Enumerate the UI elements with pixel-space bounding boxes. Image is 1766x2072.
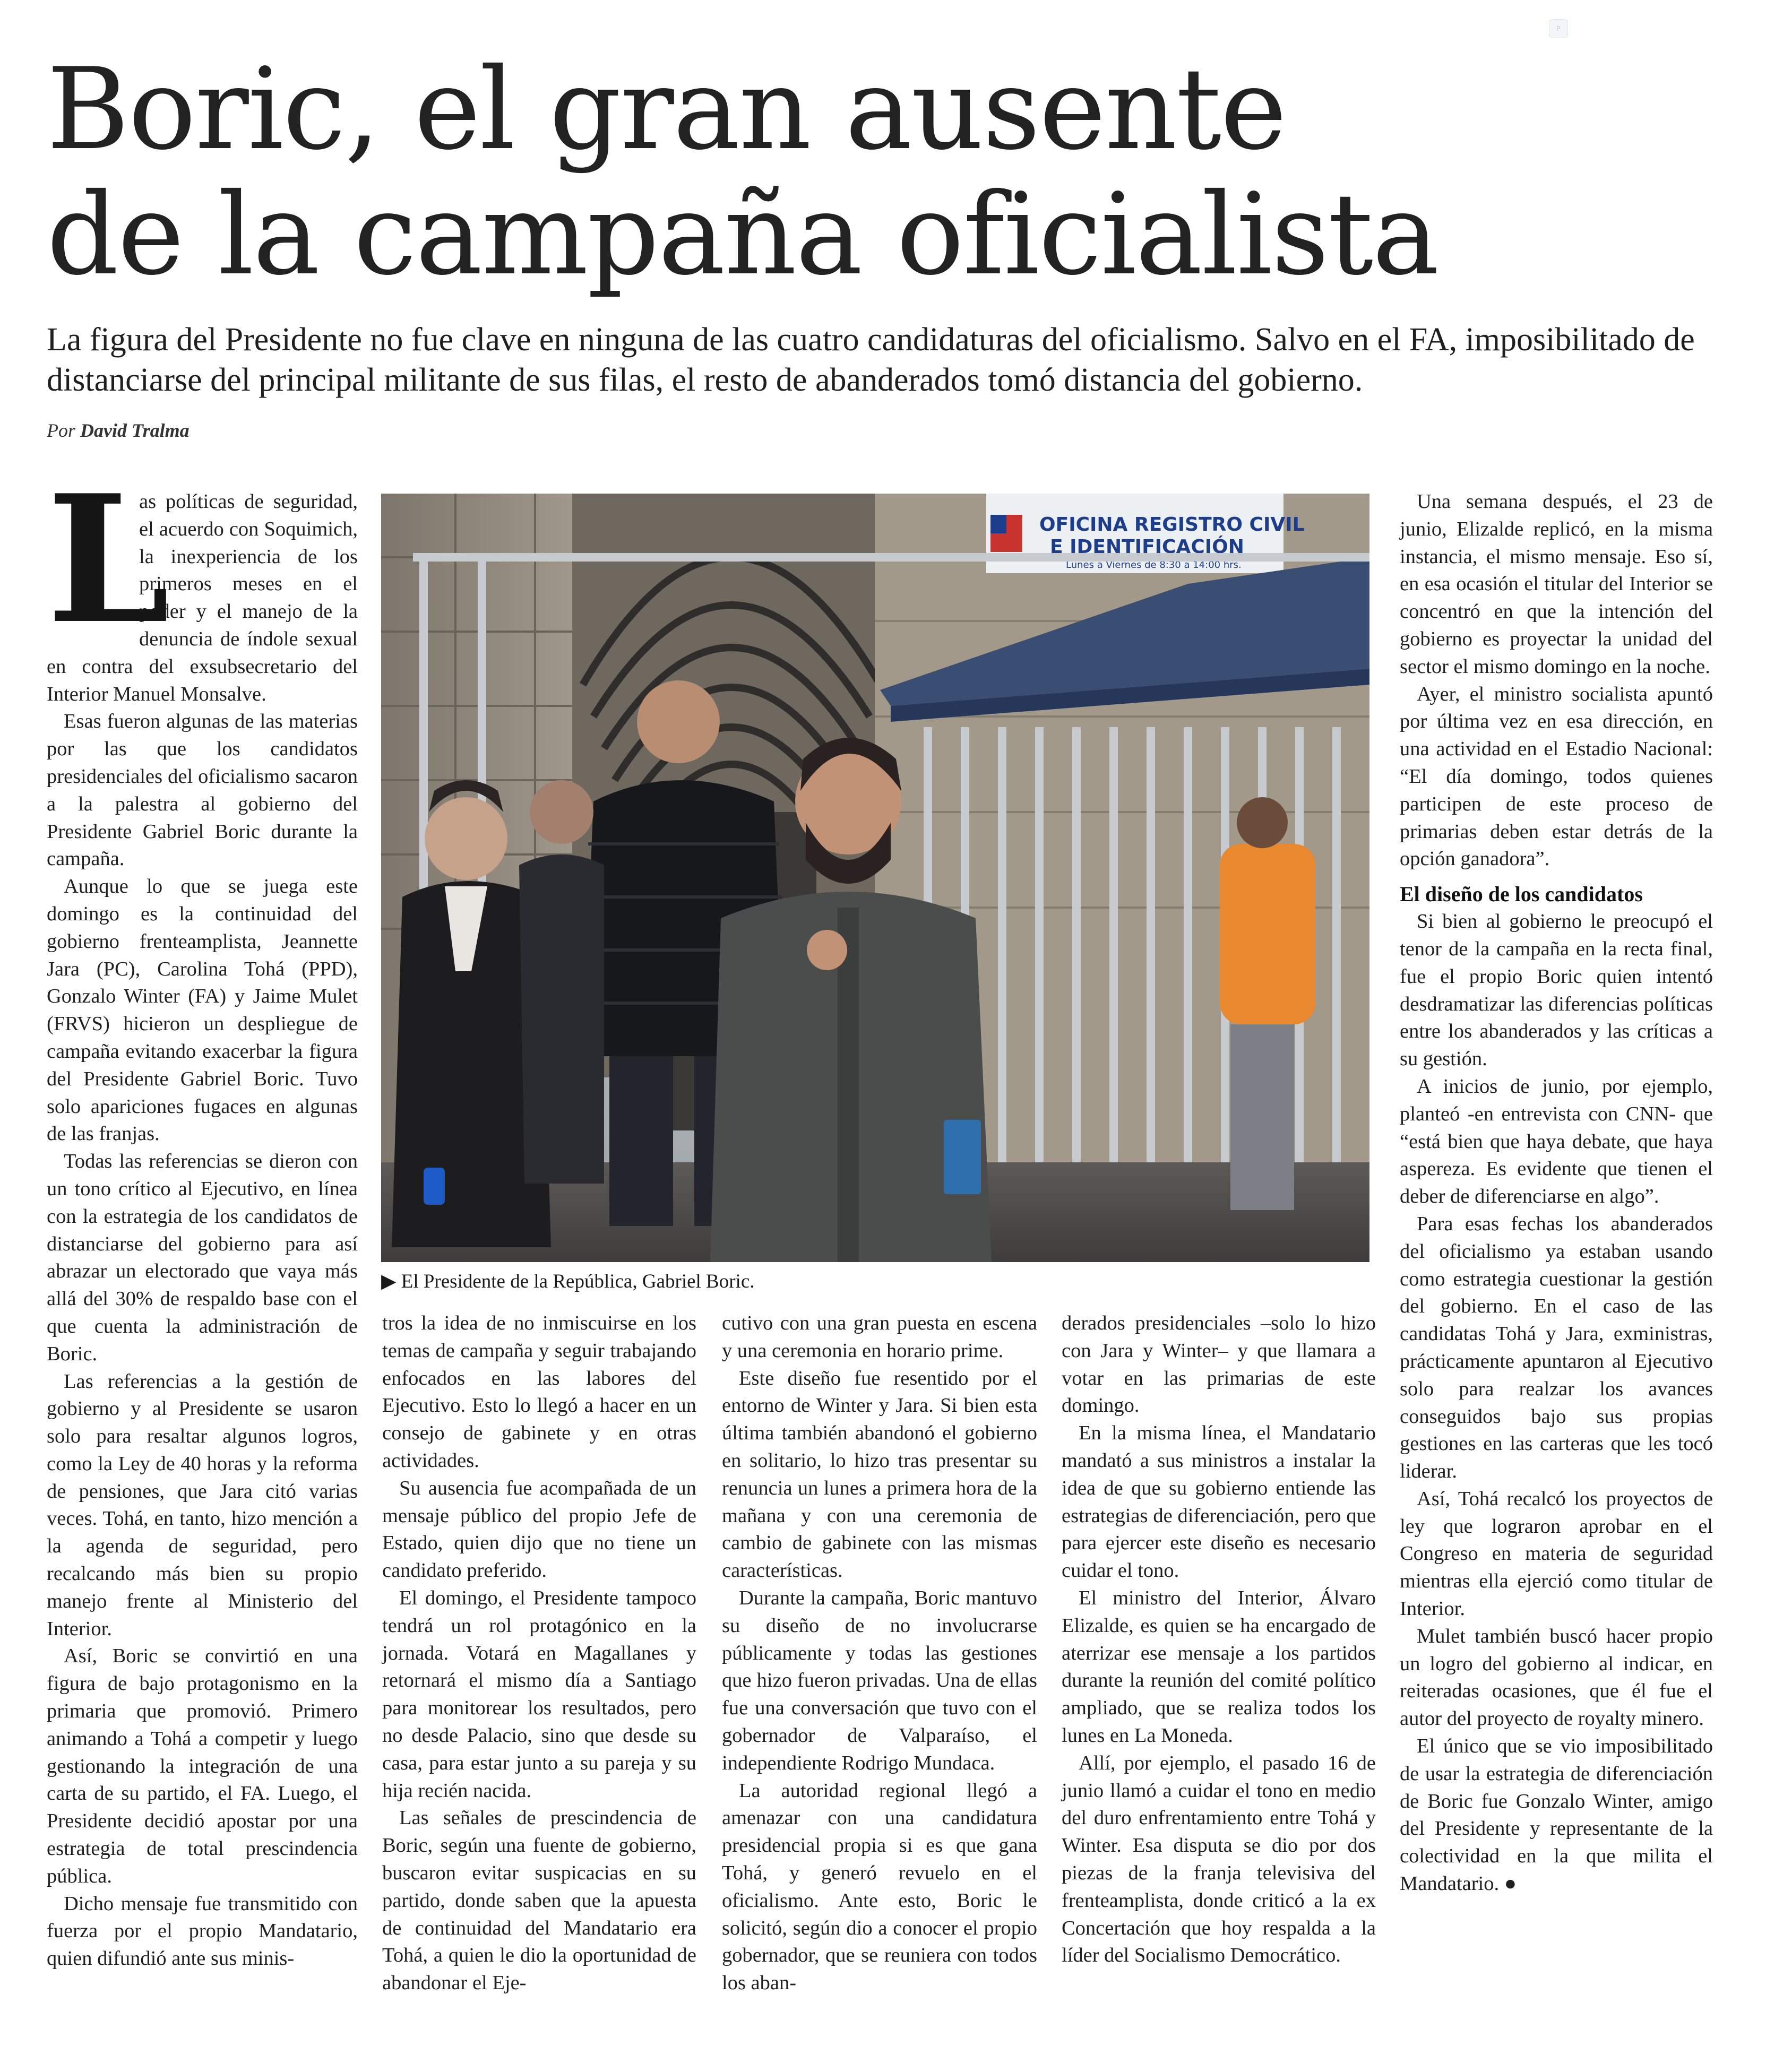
paragraph: cutivo con una gran puesta en escena y una ceremonia en horario prime. <box>722 1312 1037 1362</box>
paragraph: Así, Boric se convirtió en una figura de bajo protagonismo en la primaria que promovió. Primero animando a Tohá a competir y luego gestionando la integración de una carta de su partido, el FA. Luego, el Presidente decidió apostar por una estrategia de total prescindencia pública. <box>47 1645 358 1887</box>
paragraph: Ayer, el ministro socialista apuntó por última vez en esa dirección, en una actividad en el Estadio Nacional: “El día domingo, todos quienes participen de este proceso de primarias deben estar detrás de la opción ganadora”. <box>1400 683 1713 870</box>
sign-text-3: Lunes a Viernes de 8:30 a 14:00 hrs. <box>1066 559 1242 571</box>
byline-prefix: Por <box>47 420 75 441</box>
deck: La figura del Presidente no fue clave en ninguna de las cuatro candidaturas del oficialismo. Salvo en el FA, imposibilitado de distanciarse del principal militante de sus filas, el resto de abanderados tomó distancia del gobierno. <box>47 322 1695 398</box>
paragraph: El domingo, el Presidente tampoco tendrá un rol protagónico en la jornada. Votará en Magallanes y retornará el mismo día a Santiago para monitorear los resultados, pero no desde Palacio, sino que desde su casa, para estar junto a su pareja y su hija recién nacida. <box>382 1586 696 1802</box>
section-subhead: El diseño de los candidatos <box>1400 882 1643 906</box>
paragraph: as políticas de seguridad, el acuerdo con Soquimich, la inexperiencia de los primeros meses en el poder y el manejo de la denuncia de índole sexual en contra del exsubsecretario del Interior Manuel Monsalve. <box>47 490 358 705</box>
paragraph: Para esas fechas los abanderados del oficialismo ya estaban usando como estrategia cuestionar la gestión del gobierno. En el caso de las candidatas Tohá y Jara, exministras, prácticamente apuntaron al Ejecutivo solo para realzar los avances conseguidos bajo sus propias gestiones en las carteras que les tocó liderar. <box>1400 1212 1713 1483</box>
paragraph <box>1400 1733 1713 1898</box>
paragraph: Mulet también buscó hacer propio un logro del gobierno al indicar, en reiteradas ocasiones, que él fue el autor del proyecto de royalty minero. <box>1400 1625 1713 1730</box>
paragraph: Dicho mensaje fue transmitido con fuerza por el propio Mandatario, quien difundió ante sus minis- <box>47 1892 358 1970</box>
paragraph: Aunque lo que se juega este domingo es la continuidad del gobierno frenteamplista, Jeannette Jara (PC), Carolina Tohá (PPD), Gonzalo Winter (FA) y Jaime Mulet (FRVS) hicieron un despliegue de campaña evitando exacerbar la figura del Presidente Gabriel Boric. Tuvo solo apariciones fugaces en algunas de las franjas. <box>47 875 358 1145</box>
headline <box>47 44 1639 300</box>
article-column-1 <box>47 456 358 1973</box>
paragraph: Así, Tohá recalcó los proyectos de ley que lograron aprobar en el Congreso en materia de seguridad mientras ella ejerció como titular de Interior. <box>1400 1487 1713 1620</box>
paragraph: Si bien al gobierno le preocupó el tenor de la campaña en la recta final, fue el propio Boric quien intentó desdramatizar las diferencias políticas entre los abanderados y las críticas a su gestión. <box>1400 910 1713 1070</box>
end-mark: ● <box>1504 1872 1517 1895</box>
paragraph: Allí, por ejemplo, el pasado 16 de junio llamó a cuidar el tono en medio del duro enfrentamiento entre Tohá y Winter. Esa disputa se dio por dos piezas de la franja televisiva del frenteamplista, donde criticó a la ex Concertación que hoy respalda a la líder del Socialismo Democrático. <box>1062 1751 1376 1967</box>
paragraph: A inicios de junio, por ejemplo, planteó -en entrevista con CNN- que “está bien que haya debate, que haya aspereza. Es evidente que tienen el deber de diferenciarse en algo”. <box>1400 1075 1713 1208</box>
article-column-5 <box>1400 488 1713 1898</box>
paragraph: Una semana después, el 23 de junio, Elizalde replicó, en la misma instancia, el mismo mensaje. Eso sí, en esa ocasión el titular del Interior se concentró en que la intención del gobierno es proyectar la unidad del sector el mismo domingo en la noche. <box>1400 490 1713 678</box>
paragraph: Este diseño fue resentido por el entorno de Winter y Jara. Si bien esta última también abandonó el gobierno en solitario, lo hizo tras presentar su renuncia un lunes a primera hora de la mañana y con una ceremonia de cambio de gabinete con las mismas características. <box>722 1367 1037 1582</box>
paragraph: Las referencias a la gestión de gobierno y al Presidente se usaron solo para resaltar algunos logros, como la Ley de 40 horas y la reforma de pensiones, que Jara citó varias veces. Tohá, en tanto, hizo mención a la agenda de seguridad, pero recalcando más bien su propio manejo frente al Ministerio del Interior. <box>47 1370 358 1640</box>
paragraph: tros la idea de no inmiscuirse en los temas de campaña y seguir trabajando enfocados en las labores del Ejecutivo. Esto lo llegó a hacer en un consejo de gabinete y en otras actividades. <box>382 1312 696 1472</box>
caption-marker: ▶ <box>381 1271 397 1292</box>
paragraph: Las señales de prescindencia de Boric, según una fuente de gobierno, buscaron evitar suspicacias en su partido, donde saben que la apuesta de continuidad del Mandatario era Tohá, a quien le dio la oportunidad de abandonar el Eje- <box>382 1807 696 1995</box>
paragraph: Todas las referencias se dieron con un tono crítico al Ejecutivo, en línea con la estrategia de los candidatos de distanciarse del gobierno para así abrazar un electorado que vaya más allá del 30% de respaldo base con el que cuenta la administración de Boric. <box>47 1150 358 1365</box>
paragraph: Su ausencia fue acompañada de un mensaje público del propio Jefe de Estado, quien dijo que no tiene un candidato preferido. <box>382 1477 696 1582</box>
article-column-4 <box>1062 1310 1376 1970</box>
photo-illustration <box>381 494 1369 1262</box>
dropcap: L <box>47 456 170 662</box>
headline-line-1: Boric, el gran ausente <box>47 44 1286 175</box>
paragraph-text: El único que se vio imposibilitado de usar la estrategia de diferenciación de Boric fue Gonzalo Winter, amigo del Presidente y representante de la colectividad en la que milita el Mandatario. <box>1400 1735 1713 1895</box>
paragraph: derados presidenciales –solo lo hizo con Jara y Winter– y que llamara a votar en las primarias de este domingo. <box>1062 1312 1376 1417</box>
sign-text-1: OFICINA REGISTRO CIVIL <box>1039 514 1305 536</box>
paragraph: Esas fueron algunas de las materias por las que los candidatos presidenciales del oficialismo sacaron a la palestra al gobierno del Presidente Gabriel Boric durante la campaña. <box>47 710 358 870</box>
paragraph: En la misma línea, el Mandatario mandató a sus ministros a instalar la idea de que su gobierno entiende las estrategias de diferenciación, pero que para ejercer este diseño es necesario cuidar el tono. <box>1062 1422 1376 1582</box>
page-corner-icon: P <box>1549 19 1568 38</box>
sign-text-2: E IDENTIFICACIÓN <box>1050 536 1244 558</box>
article-column-2 <box>382 1310 696 1997</box>
paragraph: El ministro del Interior, Álvaro Elizalde, es quien se ha encargado de aterrizar ese mensaje a los partidos durante la reunión del comité político ampliado, que se realiza todos los lunes en La Moneda. <box>1062 1586 1376 1747</box>
byline <box>47 419 189 442</box>
paragraph: La autoridad regional llegó a amenazar con una candidatura presidencial propia si es que gana Tohá, y generó revuelo en el oficialismo. Ante esto, Boric le solicitó, según dio a conocer el propio gobernador, que se reuniera con todos los aban- <box>722 1779 1037 1995</box>
photo-caption <box>381 1270 755 1293</box>
paragraph: Durante la campaña, Boric mantuvo su diseño de no involucrarse públicamente y todas las gestiones que hizo fueron privadas. Una de ellas fue una conversación que tuvo con el gobernador de Valparaíso, el independiente Rodrigo Mundaca. <box>722 1586 1037 1774</box>
byline-author: David Tralma <box>80 420 189 441</box>
news-photo <box>381 494 1369 1262</box>
caption-text: El Presidente de la República, Gabriel Boric. <box>401 1271 755 1292</box>
article-column-3 <box>722 1310 1037 1997</box>
headline-line-2: de la campaña oficialista <box>47 169 1438 300</box>
